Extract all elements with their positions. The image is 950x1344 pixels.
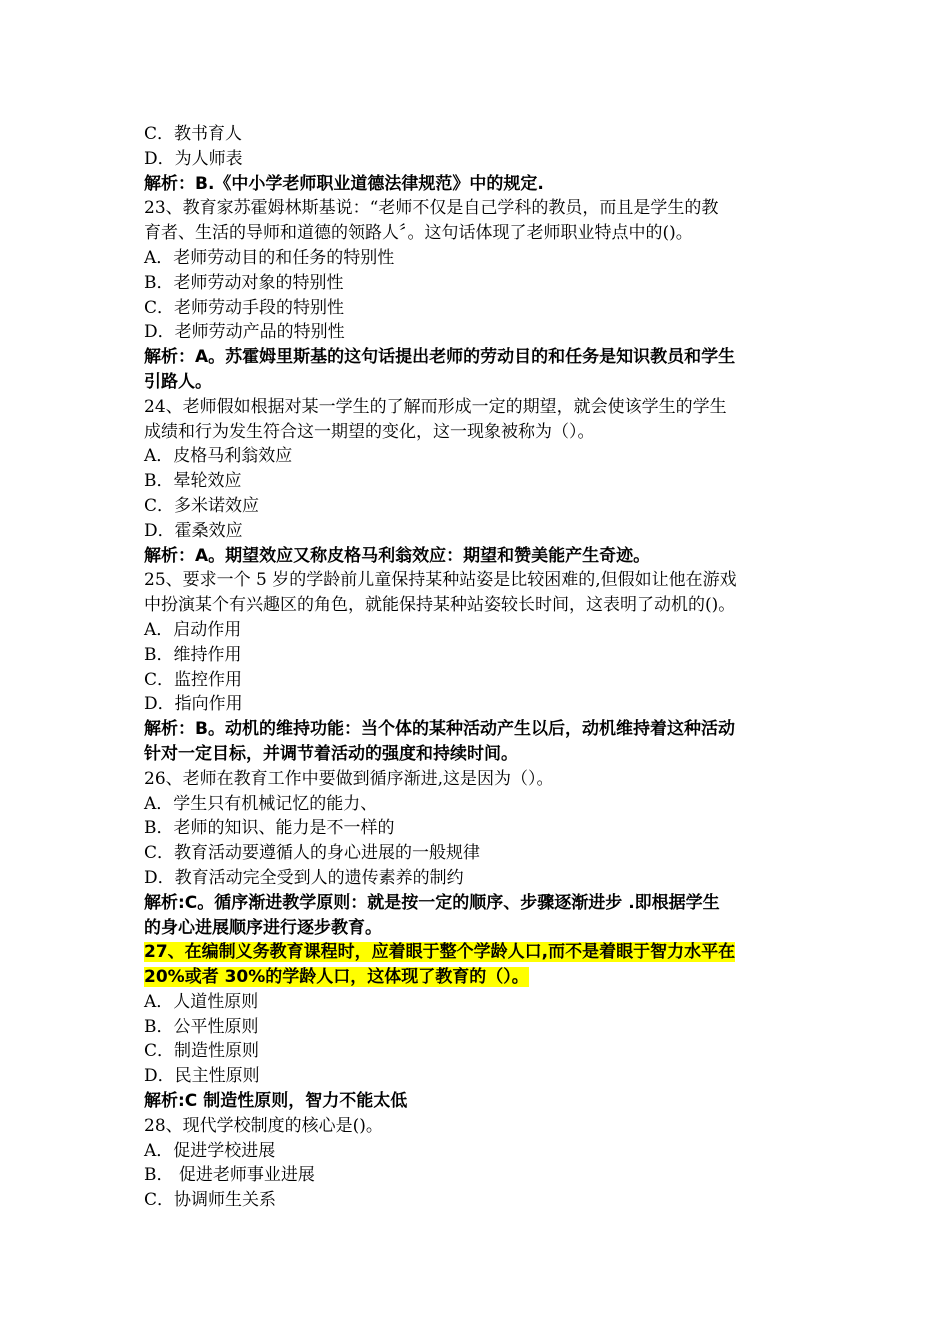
question-24: 24、老师假如根据对某一学生的了解而形成一定的期望，就会使该学生的学生: [144, 396, 727, 417]
option-a: A．人道性原则: [144, 991, 259, 1012]
option-c: C．教育活动要遵循人的身心进展的一般规律: [144, 843, 481, 864]
analysis-22: 解析：B.《中小学老师职业道德法律规范》中的规定.: [144, 173, 544, 194]
question-23: 23、教育家苏霍姆林斯基说：“老师不仅是自己学科的教员，而且是学生的教: [144, 198, 719, 219]
option-b: B．晕轮效应: [144, 471, 242, 492]
option-b: B．老师劳动对象的特别性: [144, 272, 344, 293]
question-25: 25、要求一个 5 岁的学龄前儿童保持某种站姿是比较困难的,但假如让他在游戏: [144, 570, 737, 591]
option-a: A．皮格马利翁效应: [144, 446, 293, 467]
option-c: C．监控作用: [144, 669, 243, 690]
option-d: D．指向作用: [144, 694, 243, 715]
option-b: B．公平性原则: [144, 1016, 259, 1037]
option-c: C．多米诺效应: [144, 495, 260, 516]
option-d: D．老师劳动产品的特别性: [144, 322, 345, 343]
option-d: D．民主性原则: [144, 1066, 260, 1087]
option-a: A．启动作用: [144, 619, 242, 640]
option-a: A．老师劳动目的和任务的特别性: [144, 247, 395, 268]
option-c: C．教书育人: [144, 124, 243, 144]
option-b: B．老师的知识、能力是不一样的: [144, 818, 395, 839]
question-26: 26、老师在教育工作中要做到循序渐进,这是因为（）。: [144, 768, 554, 789]
option-c: C．老师劳动手段的特别性: [144, 297, 345, 318]
highlight-mark: 27、在编制义务教育课程时，应着眼于整个学龄人口,而不是着眼于智力水平在: [144, 942, 736, 963]
analysis-25: 解析：B。动机的维持功能：当个体的某种活动产生以后，动机维持着这种活动: [144, 719, 735, 740]
analysis-25-cont: 针对一定目标，并调节着活动的强度和持续时间。: [144, 743, 518, 764]
analysis-26-cont: 的身心进展顺序进行逐步教育。: [144, 917, 382, 938]
option-d: D．霍桑效应: [144, 520, 243, 541]
option-c: C．协调师生关系: [144, 1190, 277, 1211]
option-b: B． 促进老师事业进展: [144, 1165, 315, 1186]
analysis-26: 解析:C。循序渐进教学原则：就是按一定的顺序、步骤逐渐进步 .即根据学生: [144, 892, 720, 913]
highlight-mark: 20%或者 30%的学龄人口，这体现了教育的（）。: [144, 967, 529, 988]
question-23-cont: 育者、生活的导师和道德的领路人〞。这句话体现了老师职业特点中的()。: [144, 223, 693, 244]
question-27-highlighted-cont: [144, 965, 816, 990]
option-a: A．促进学校进展: [144, 1140, 276, 1161]
analysis-23: 解析：A。苏霍姆里斯基的这句话提出老师的劳动目的和任务是知识教员和学生: [144, 347, 736, 368]
question-25-cont: 中扮演某个有兴趣区的角色，就能保持某种站姿较长时间，这表明了动机的()。: [144, 595, 736, 616]
option-a: A．学生只有机械记忆的能力、: [144, 793, 378, 814]
option-c: C．制造性原则: [144, 1041, 260, 1062]
question-24-cont: 成绩和行为发生符合这一期望的变化，这一现象被称为（）。: [144, 421, 595, 442]
analysis-27: 解析:C 制造性原则，智力不能太低: [144, 1091, 408, 1112]
analysis-24: 解析：A。期望效应又称皮格马利翁效应：期望和赞美能产生奇迹。: [144, 545, 651, 566]
option-b: B．维持作用: [144, 644, 242, 665]
option-d: D．为人师表: [144, 148, 243, 169]
question-28: 28、现代学校制度的核心是()。: [144, 1115, 383, 1136]
option-d: D．教育活动完全受到人的遗传素养的制约: [144, 867, 464, 888]
question-27-highlighted: [144, 940, 816, 965]
document-page: [144, 122, 816, 1213]
analysis-23-cont: 引路人。: [144, 371, 212, 392]
